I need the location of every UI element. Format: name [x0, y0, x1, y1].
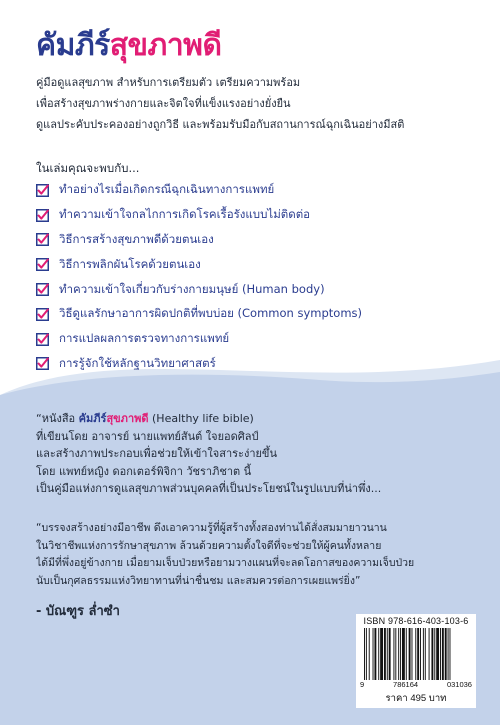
checklist-item-label: ทำอย่างไรเมื่อเกิดกรณีฉุกเฉินทางการแพทย์	[59, 182, 275, 197]
checkbox-checked-icon	[36, 308, 49, 321]
checklist-item	[36, 277, 476, 302]
checklist-item-label: วิธีการสร้างสุขภาพดีด้วยตนเอง	[59, 231, 214, 246]
barcode-digits	[356, 680, 476, 689]
checkbox-checked-icon	[36, 184, 49, 197]
quote-line: ได้มีที่พึ่งอยู่ข้างกาย เมื่อยามเจ็บป่วยหรือยามวางแผนที่จะลดโอกาสของความเจ็บป่วย	[36, 557, 415, 569]
intro-line: คู่มือดูแลสุขภาพ สำหรับการเตรียมตัว เตรียมความพร้อม	[36, 76, 301, 89]
barcode-icon	[362, 628, 470, 680]
quote-book-title-pink: สุขภาพดี	[106, 412, 149, 425]
intro-line: เพื่อสร้างสุขภาพร่างกายและจิตใจที่แข็งแรงอย่างยั่งยืน	[36, 97, 291, 110]
quote-open: “หนังสือ	[36, 412, 79, 425]
checklist-item	[36, 302, 476, 327]
isbn-label: ISBN 978-616-403-103-6	[363, 616, 469, 626]
quote-line	[36, 410, 476, 428]
checkbox-checked-icon	[36, 209, 49, 222]
title-part-1: คัมภีร์	[36, 28, 110, 63]
checklist-item-label: การแปลผลการตรวจทางการแพทย์	[59, 331, 230, 346]
checkbox-checked-icon	[36, 258, 49, 271]
title-part-2: สุขภาพดี	[109, 28, 222, 63]
price-label: ราคา 495 บาท	[385, 693, 447, 704]
review-quote-2	[36, 520, 476, 590]
review-quote-1	[36, 410, 476, 498]
checkbox-checked-icon	[36, 333, 49, 346]
isbn-barcode-box	[356, 614, 476, 708]
quote-book-title-blue: คัมภีร์	[78, 412, 107, 425]
quote-line: ในวิชาชีพแห่งการรักษาสุขภาพ ล้วนด้วยความตั้งใจดีที่จะช่วยให้ผู้คนทั้งหลาย	[36, 539, 382, 552]
checkbox-checked-icon	[36, 233, 49, 246]
book-title	[36, 22, 221, 69]
checklist-item-label: การรู้จักใช้หลักฐานวิทยาศาสตร์	[59, 355, 216, 370]
checklist-item-label: ทำความเข้าใจเกี่ยวกับร่างกายมนุษย์ (Human body)	[59, 281, 325, 296]
barcode-digits-left: 786164	[393, 680, 419, 689]
intro-paragraph	[36, 72, 476, 135]
list-heading: ในเล่มคุณจะพบกับ...	[36, 161, 140, 175]
quote-line: ที่เขียนโดย อาจารย์ นายแพทย์สันต์ ใจยอดศิลป์	[36, 429, 259, 443]
quote-line: และสร้างภาพประกอบเพื่อช่วยให้เข้าใจสาระง่ายขึ้น	[36, 447, 277, 460]
quote-line: โดย แพทย์หญิง ดอกเตอร์พิจิกา วัชราภิชาต นี้	[36, 464, 252, 478]
checkbox-checked-icon	[36, 283, 49, 296]
checkbox-checked-icon	[36, 357, 49, 370]
intro-line: ดูแลประคับประคองอย่างถูกวิธี และพร้อมรับมือกับสถานการณ์ฉุกเฉินอย่างมีสติ	[36, 118, 405, 131]
barcode-digits-right: 031036	[446, 680, 472, 689]
checklist-item	[36, 178, 476, 203]
quote-line: นับเป็นกุศลธรรมแห่งวิทยาทานที่น่าชื่นชม และสมควรต่อการเผยแพร่ยิ่ง”	[36, 574, 361, 587]
quote-line: “บรรจงสร้างอย่างมีอาชีพ ดึงเอาความรู้ที่ผู้สร้างทั้งสองท่านได้สั่งสมมายาวนาน	[36, 522, 387, 534]
quote-after: (Healthy life bible)	[148, 412, 254, 425]
feature-checklist	[36, 178, 476, 376]
checklist-item	[36, 252, 476, 277]
checklist-item	[36, 327, 476, 352]
checklist-item-label: ทำความเข้าใจกลไกการเกิดโรคเรื้อรังแบบไม่ติดต่อ	[59, 207, 311, 222]
checklist-item	[36, 203, 476, 228]
quote-author: - บัณฑูร ล่ำซำ	[36, 604, 120, 619]
checklist-item-label: วิธีดูแลรักษาอาการผิดปกติที่พบบ่อย (Common symptoms)	[59, 306, 363, 321]
barcode-digit-first: 9	[360, 680, 365, 689]
checklist-item-label: วิธีการพลิกผันโรคด้วยตนเอง	[59, 256, 201, 271]
checklist-item	[36, 352, 476, 377]
quote-line: เป็นคู่มือแห่งการดูแลสุขภาพส่วนบุคคลที่เป็นประโยชน์ในรูปแบบที่น่าพึ่ง...	[36, 482, 382, 495]
checklist-item	[36, 228, 476, 253]
